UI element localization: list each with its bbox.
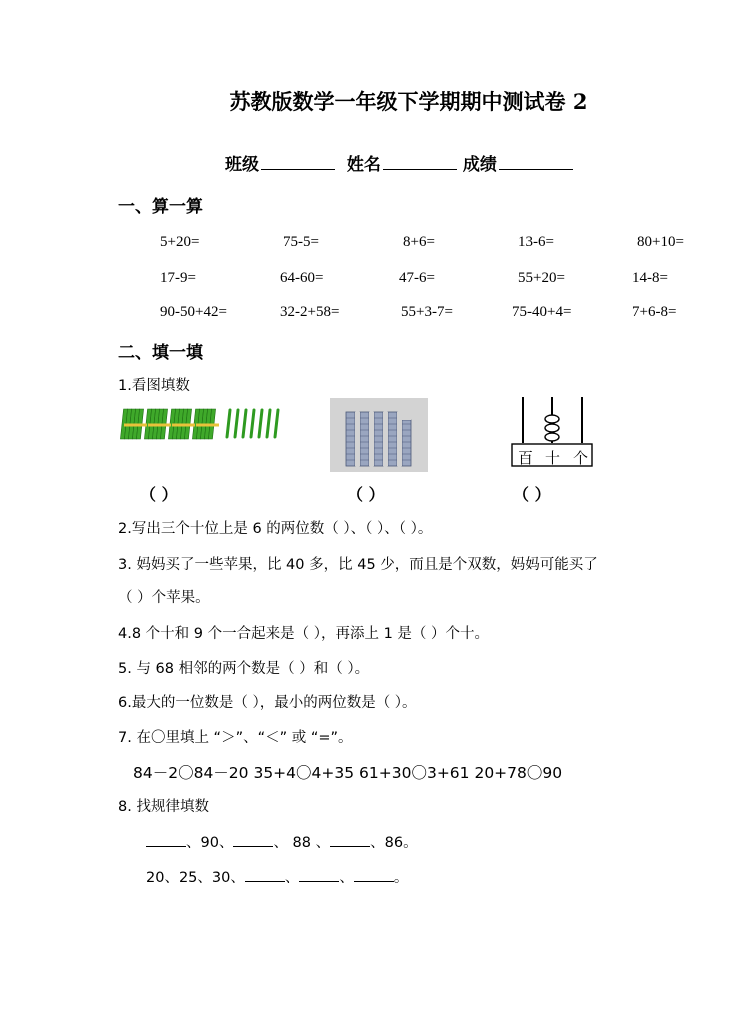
calc-item: 75-40+4= <box>512 304 572 320</box>
abacus-label-hundreds: 百 <box>518 449 534 467</box>
question-7: 7. 在〇里填上 “＞”、“＜” 或 “=”。 <box>118 730 353 746</box>
answer-blank[interactable] <box>330 834 370 847</box>
question-1: 1.看图填数 <box>118 378 190 394</box>
answer-blank[interactable] <box>354 869 394 882</box>
calc-item: 80+10= <box>637 234 684 250</box>
question-5: 5. 与 68 相邻的两个数是（ ）和（ ）。 <box>118 661 370 677</box>
cube-stacks-image <box>330 398 428 472</box>
calc-item: 32-2+58= <box>280 304 340 320</box>
calc-item: 47-6= <box>399 270 435 286</box>
calc-item: 75-5= <box>283 234 319 250</box>
abacus-label-ones: 个 <box>573 449 589 467</box>
question-8-row1: 、90、 、 88 、 、86。 <box>146 831 418 852</box>
question-7-items: 84－2〇84－20 35+4〇4+35 61+30〇3+61 20+78〇90 <box>133 764 563 782</box>
question-3-line2: （ ）个苹果。 <box>118 590 210 606</box>
calc-item: 14-8= <box>632 270 668 286</box>
calc-item: 13-6= <box>518 234 554 250</box>
abacus-label-tens: 十 <box>545 449 561 467</box>
answer-blank[interactable] <box>146 834 186 847</box>
question-4: 4.8 个十和 9 个一合起来是（ ），再添上 1 是（ ）个十。 <box>118 626 490 642</box>
stick-bundles-image <box>120 405 285 441</box>
section1-heading: 一、算一算 <box>118 197 203 217</box>
calc-item: 8+6= <box>403 234 435 250</box>
answer-blank[interactable] <box>245 869 285 882</box>
page-title: 苏教版数学一年级下学期期中测试卷 2 <box>229 89 588 114</box>
class-blank[interactable] <box>261 155 335 170</box>
question-6: 6.最大的一位数是（ ），最小的两位数是（ ）。 <box>118 695 417 711</box>
calc-item: 55+3-7= <box>401 304 453 320</box>
calc-item: 90-50+42= <box>160 304 227 320</box>
answer-blank-2[interactable]: （ ） <box>347 485 385 504</box>
name-blank[interactable] <box>383 155 457 170</box>
calc-item: 64-60= <box>280 270 324 286</box>
score-blank[interactable] <box>499 155 573 170</box>
section2-heading: 二、填一填 <box>118 343 203 363</box>
answer-blank-3[interactable]: （ ） <box>513 485 551 504</box>
question-8: 8. 找规律填数 <box>118 799 209 815</box>
calc-item: 5+20= <box>160 234 200 250</box>
answer-blank-1[interactable]: （ ） <box>140 485 178 504</box>
class-label: 班级 <box>225 155 259 175</box>
calc-item: 7+6-8= <box>632 304 677 320</box>
question-3-line1: 3. 妈妈买了一些苹果，比 40 多，比 45 少，而且是个双数，妈妈可能买了 <box>118 557 598 573</box>
calc-item: 17-9= <box>160 270 196 286</box>
student-info <box>225 150 579 175</box>
calc-item: 55+20= <box>518 270 565 286</box>
abacus-image <box>510 395 594 470</box>
question-2: 2.写出三个十位上是 6 的两位数（ ）、（ ）、（ ）。 <box>118 521 433 537</box>
question-8-row2: 20、25、30、 、 、 。 <box>146 870 409 886</box>
answer-blank[interactable] <box>299 869 339 882</box>
answer-blank[interactable] <box>233 834 273 847</box>
name-label: 姓名 <box>346 155 381 175</box>
score-label: 成绩 <box>462 155 497 175</box>
